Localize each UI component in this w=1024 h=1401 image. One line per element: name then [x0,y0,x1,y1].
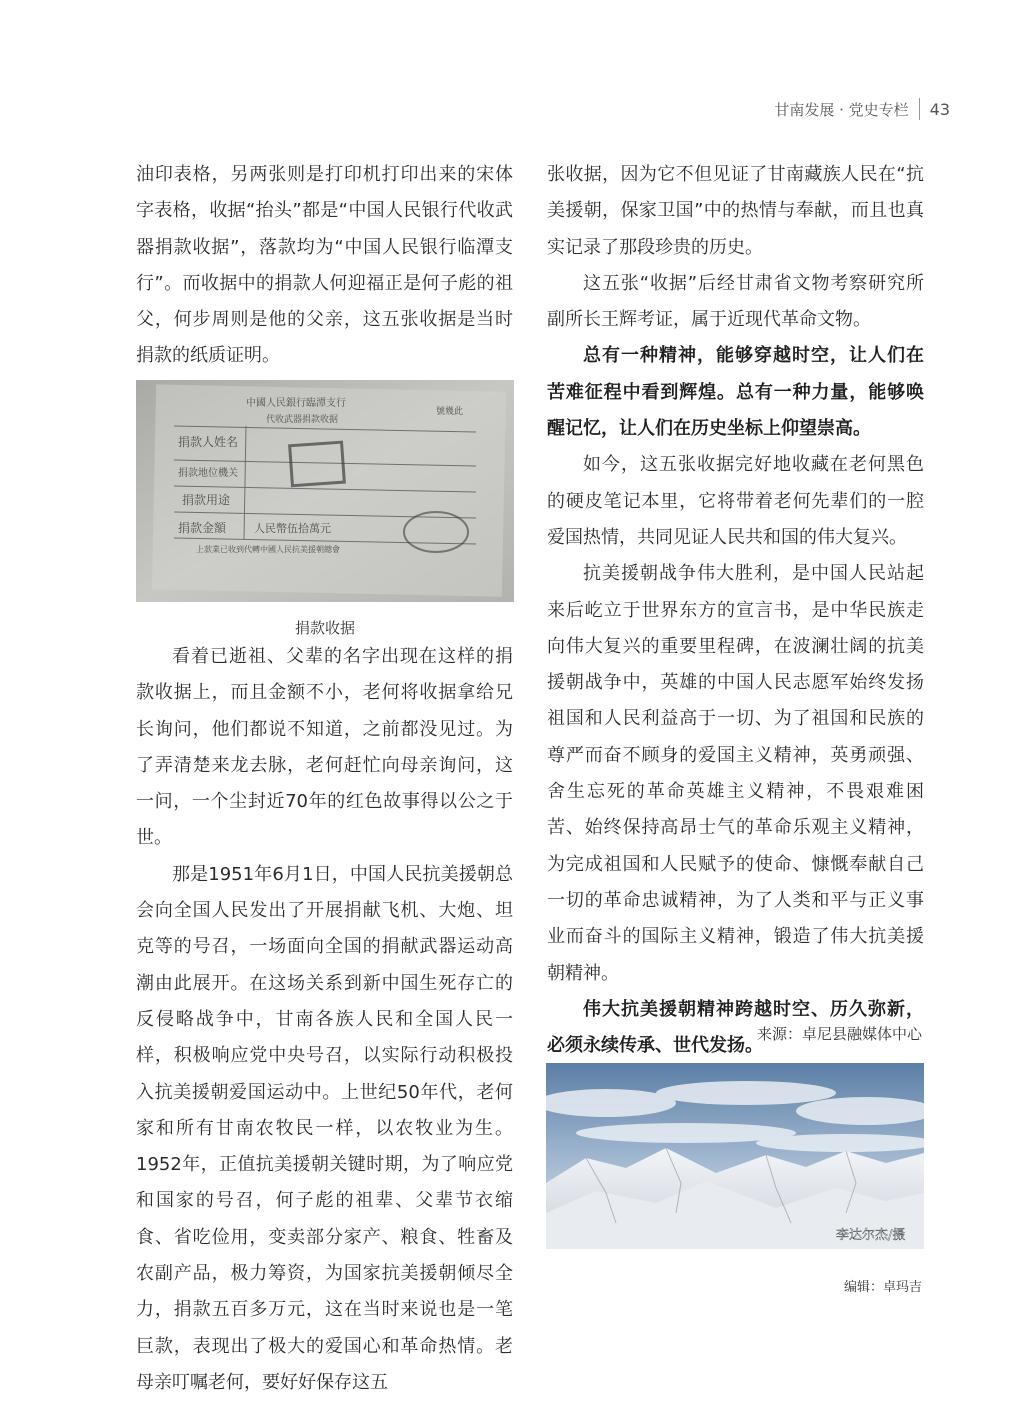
running-header [774,98,950,120]
left-column-top [136,157,513,375]
source-line: 来源：卓尼县融媒体中心 [756,1025,922,1043]
receipt-amount: 人民幣伍拾萬元 [254,522,331,535]
section-title: 甘南发展 · 党史专栏 [774,100,909,119]
receipt-header-1: 中國人民銀行臨潭支行 [246,398,346,409]
receipt-serial: 號幾此 [436,407,464,417]
receipt-row-label: 捐款用途 [182,493,231,507]
receipt-footer: 上款業已收到代轉中國人民抗美援朝總會 [196,545,340,554]
receipt-row-label: 捐款地位機关 [178,468,238,479]
header-divider [919,98,920,120]
editor-credit: 编辑：卓玛吉 [843,1280,922,1295]
right-column [547,157,924,1064]
paragraph: 看着已逝祖、父辈的名字出现在这样的捐款收据上，而且金额不小，老何将收据拿给兄长询问，他们都说不知道，之前都没见过。为了弄清楚来龙去脉，老何赶忙向母亲询问，这一问，一个尘封近70年的红色故事得以公之于世。 [136,646,513,849]
photo-credit: 李达尔杰/摄 [836,1228,906,1243]
paragraph: 油印表格，另两张则是打印机打印出来的宋体字表格，收据“抬头”都是“中国人民银行代收武器捐款收据”，落款均为“中国人民银行临潭支行”。而收据中的捐款人何迎福正是何子彪的祖父，何步周则是他的父亲，这五张收据是当时捐款的纸质证明。 [136,164,513,367]
paragraph: 这五张“收据”后经甘肃省文物考察研究所副所长王辉考证，属于近现代革命文物。 [547,272,924,331]
landscape-photo [546,1063,924,1249]
receipt-row-label: 捐款金額 [178,521,227,535]
receipt-photo [136,380,514,602]
receipt-image [136,380,514,602]
photo-caption: 捐款收据 [294,619,355,637]
paragraph: 张收据，因为它不但见证了甘南藏族人民在“抗美援朝，保家卫国”中的热情与奉献，而且也真实记录了那段珍贵的历史。 [547,164,924,258]
paragraph: 抗美援朝战争伟大胜利，是中国人民站起来后屹立于世界东方的宣言书，是中华民族走向伟大复兴的重要里程碑，在波澜壮阔的抗美援朝战争中，英雄的中国人民志愿军始终发扬祖国和人民利益高于一切、为了祖国和民族的尊严而奋不顾身的爱国主义精神，英勇顽强、舍生忘死的革命英雄主义精神，不畏艰难困苦、始终保持高昂士气的革命乐观主义精神，为完成祖国和人民赋予的使命、慷慨奉献自己一切的革命忠诚精神，为了人类和平与正义事业而奋斗的国际主义精神，锻造了伟大抗美援朝精神。 [547,563,924,984]
bold-paragraph: 总有一种精神，能够穿越时空，让人们在苦难征程中看到辉煌。总有一种力量，能够唤醒记忆，让人们在历史坐标上仰望崇高。 [547,345,924,440]
page-number: 43 [929,99,950,119]
paragraph: 如今，这五张收据完好地收藏在老何黑色的硬皮笔记本里，它将带着老何先辈们的一腔爱国热情，共同见证人民共和国的伟大复兴。 [547,454,924,548]
paragraph: 那是1951年6月1日，中国人民抗美援朝总会向全国人民发出了开展捐献飞机、大炮、坦克等的号召，一场面向全国的捐献武器运动高潮由此展开。在这场关系到新中国生死存亡的反侵略战争中，甘南各族人民和全国人民一样，积极响应党中央号召，以实际行动积极投入抗美援朝爱国运动中。上世纪50年代，老何家和所有甘南农牧民一样，以农牧业为生。1952年，正值抗美援朝关键时期，为了响应党和国家的号召，何子彪的祖辈、父辈节衣缩食、省吃俭用，变卖部分家产、粮食、牲畜及农副产品，极力筹资，为国家抗美援朝倾尽全力，捐款五百多万元，这在当时来说也是一笔巨款，表现出了极大的爱国心和革命热情。老母亲叮嘱老何，要好好保存这五 [136,863,513,1393]
receipt-row-label: 捐款人姓名 [178,435,239,449]
left-column-bottom [136,639,513,1401]
snow-mountain-image [546,1063,924,1249]
bold-paragraph: 伟大抗美援朝精神跨越时空、历久弥新，必须永续传承、世代发扬。 [547,998,924,1057]
receipt-header-2: 代收武器捐款收据 [266,415,339,425]
